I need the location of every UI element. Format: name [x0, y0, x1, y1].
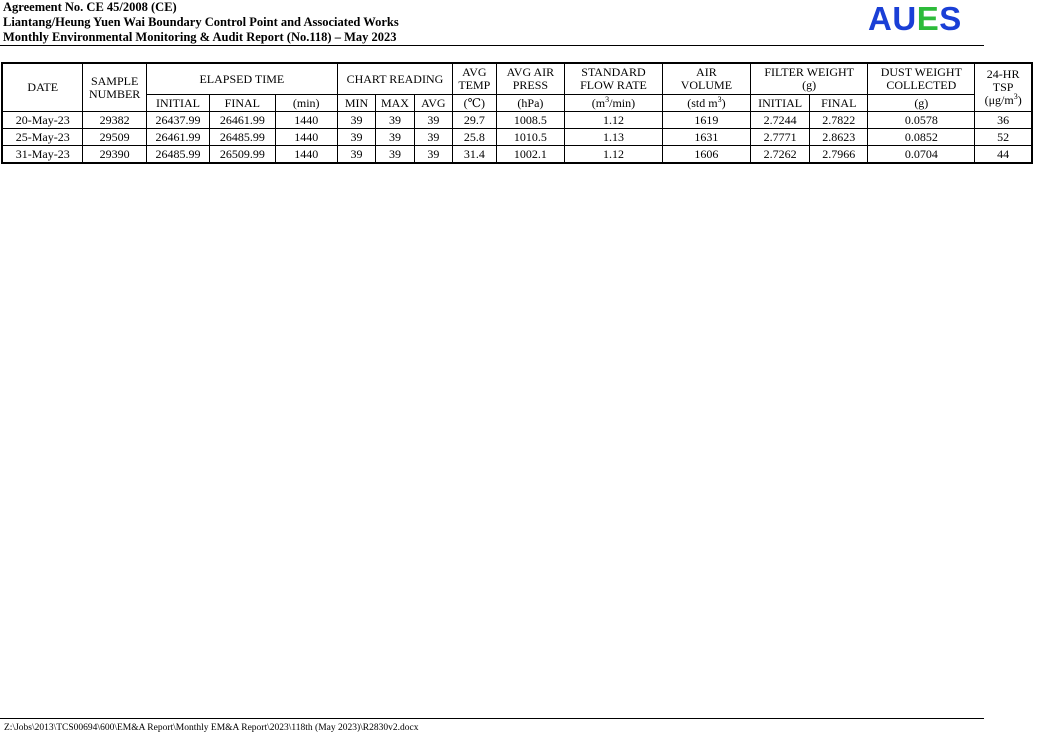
cell-volume: 1619 [662, 112, 750, 129]
cell-temp: 29.7 [453, 112, 497, 129]
sub-press-unit: (hPa) [496, 95, 565, 112]
table-row [2, 129, 1032, 146]
cell-flow: 1.13 [565, 129, 663, 146]
cell-chart-max: 39 [376, 112, 414, 129]
cell-elapsed-min: 1440 [275, 129, 337, 146]
cell-temp: 31.4 [453, 146, 497, 164]
cell-chart-min: 39 [337, 146, 375, 164]
cell-press: 1002.1 [496, 146, 565, 164]
cell-press: 1010.5 [496, 129, 565, 146]
col-sample-header: SAMPLE NUMBER [83, 63, 146, 112]
col-filter-header: FILTER WEIGHT (g) [751, 63, 868, 95]
col-date-header: DATE [2, 63, 83, 112]
project-title: Liantang/Heung Yuen Wai Boundary Control Point and Associated Works [3, 15, 399, 29]
cell-filter-final: 2.8623 [810, 129, 868, 146]
cell-chart-min: 39 [337, 129, 375, 146]
cell-filter-initial: 2.7262 [751, 146, 810, 164]
file-path-footer: Z:\Jobs\2013\TCS00694\600\EM&A Report\Monthly EM&A Report\2023\118th (May 2023)\R2830v2.docx [4, 723, 419, 733]
sub-chart-avg: AVG [414, 95, 452, 112]
footer-rule [0, 718, 984, 719]
agreement-number: Agreement No. CE 45/2008 (CE) [3, 0, 177, 14]
cell-dust: 0.0852 [868, 129, 975, 146]
cell-filter-initial: 2.7771 [751, 129, 810, 146]
sub-dust-unit: (g) [868, 95, 975, 112]
cell-elapsed-min: 1440 [275, 146, 337, 164]
col-tsp-header: 24-HR TSP $(\mu g/m^3)$ [975, 63, 1032, 112]
report-header [3, 0, 399, 45]
cell-press: 1008.5 [496, 112, 565, 129]
tsp-monitoring-table [1, 62, 1033, 164]
table-row [2, 146, 1032, 164]
sub-flow-unit: $(m^3/\min)$ [565, 95, 663, 112]
sub-elapsed-final: FINAL [210, 95, 275, 112]
header-rule [0, 45, 984, 46]
cell-elapsed-initial: 26461.99 [146, 129, 209, 146]
cell-chart-avg: 39 [414, 129, 452, 146]
cell-elapsed-initial: 26485.99 [146, 146, 209, 164]
cell-chart-min: 39 [337, 112, 375, 129]
table-header-row [2, 63, 1032, 95]
cell-flow: 1.12 [565, 112, 663, 129]
col-volume-header: AIR VOLUME [662, 63, 750, 95]
sub-elapsed-unit: (min) [275, 95, 337, 112]
cell-elapsed-min: 1440 [275, 112, 337, 129]
cell-chart-max: 39 [376, 146, 414, 164]
cell-tsp: 36 [975, 112, 1032, 129]
cell-sample: 29509 [83, 129, 146, 146]
cell-elapsed-final: 26509.99 [210, 146, 275, 164]
cell-chart-avg: 39 [414, 112, 452, 129]
cell-date: 25-May-23 [2, 129, 83, 146]
logo-letter-e: E [916, 0, 940, 37]
cell-filter-final: 2.7822 [810, 112, 868, 129]
cell-filter-final: 2.7966 [810, 146, 868, 164]
cell-sample: 29382 [83, 112, 146, 129]
cell-temp: 25.8 [453, 129, 497, 146]
logo-letter-u: U [892, 0, 917, 37]
cell-tsp: 44 [975, 146, 1032, 164]
sub-temp-unit: (℃) [453, 95, 497, 112]
col-dust-header: DUST WEIGHT COLLECTED [868, 63, 975, 95]
cell-date: 31-May-23 [2, 146, 83, 164]
cell-dust: 0.0578 [868, 112, 975, 129]
col-elapsed-header: ELAPSED TIME [146, 63, 337, 95]
cell-chart-avg: 39 [414, 146, 452, 164]
cell-elapsed-initial: 26437.99 [146, 112, 209, 129]
cell-chart-max: 39 [376, 129, 414, 146]
cell-tsp: 52 [975, 129, 1032, 146]
cell-volume: 1631 [662, 129, 750, 146]
sub-volume-unit: (std $m^3$) [662, 95, 750, 112]
col-chart-header: CHART READING [337, 63, 452, 95]
cell-date: 20-May-23 [2, 112, 83, 129]
logo-letter-s: S [939, 0, 962, 37]
report-title: Monthly Environmental Monitoring & Audit Report (No.118) – May 2023 [3, 30, 397, 44]
sub-filter-initial: INITIAL [751, 95, 810, 112]
col-press-header: AVG AIR PRESS [496, 63, 565, 95]
cell-sample: 29390 [83, 146, 146, 164]
col-flow-header: STANDARD FLOW RATE [565, 63, 663, 95]
aues-logo [868, 0, 962, 39]
sub-filter-final: FINAL [810, 95, 868, 112]
table-subheader-row [2, 95, 1032, 112]
sub-chart-max: MAX [376, 95, 414, 112]
col-temp-header: AVG TEMP [453, 63, 497, 95]
cell-dust: 0.0704 [868, 146, 975, 164]
sub-elapsed-initial: INITIAL [146, 95, 209, 112]
sub-chart-min: MIN [337, 95, 375, 112]
cell-volume: 1606 [662, 146, 750, 164]
logo-letter-a: A [868, 0, 893, 37]
cell-elapsed-final: 26461.99 [210, 112, 275, 129]
cell-elapsed-final: 26485.99 [210, 129, 275, 146]
cell-flow: 1.12 [565, 146, 663, 164]
cell-filter-initial: 2.7244 [751, 112, 810, 129]
table-row [2, 112, 1032, 129]
